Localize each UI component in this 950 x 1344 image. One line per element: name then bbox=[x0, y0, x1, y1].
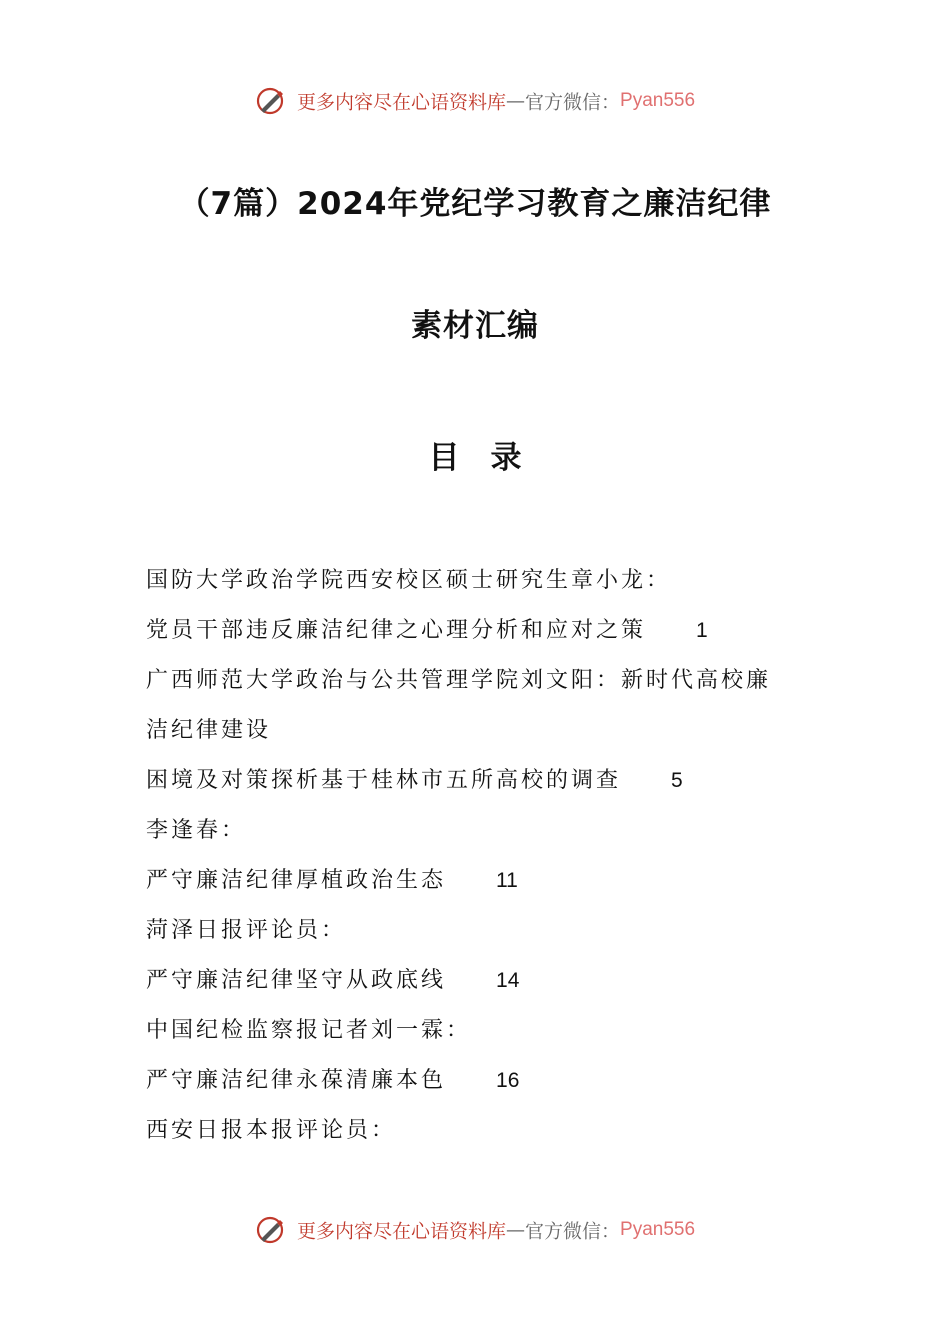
watermark-wechat-id: Pyan556 bbox=[620, 90, 696, 111]
watermark-label: 官方微信： bbox=[525, 91, 621, 114]
document-title-line2: 素材汇编 bbox=[411, 308, 539, 344]
pen-logo-icon bbox=[255, 86, 285, 116]
toc-page-number: 5 bbox=[671, 769, 683, 792]
watermark-red-text: 更多内容尽在心语资料库 bbox=[297, 1220, 507, 1243]
toc-entry-text: 严守廉洁纪律永葆清廉本色 bbox=[146, 1068, 447, 1093]
toc-page-number: 1 bbox=[696, 619, 708, 642]
watermark-dash: — bbox=[506, 90, 526, 112]
toc-line[interactable] bbox=[146, 664, 826, 714]
toc-page-number: 14 bbox=[496, 969, 520, 992]
toc-entry-text: 李逢春： bbox=[146, 818, 247, 843]
watermark-dash: — bbox=[506, 1219, 526, 1241]
toc-line[interactable] bbox=[146, 1064, 826, 1114]
toc-entry-text: 广西师范大学政治与公共管理学院刘文阳：新时代高校廉 bbox=[146, 668, 772, 693]
toc-line[interactable] bbox=[146, 1114, 826, 1164]
watermark-header bbox=[0, 86, 950, 116]
toc-line[interactable] bbox=[146, 714, 826, 764]
toc-line[interactable] bbox=[146, 1014, 826, 1064]
toc-page-number: 16 bbox=[496, 1069, 520, 1092]
toc-entry-text: 严守廉洁纪律坚守从政底线 bbox=[146, 968, 447, 993]
toc-entry-text: 困境及对策探析基于桂林市五所高校的调查 bbox=[146, 768, 622, 793]
toc-line[interactable] bbox=[146, 614, 826, 664]
toc-line[interactable] bbox=[146, 864, 826, 914]
table-of-contents bbox=[146, 564, 826, 1164]
toc-heading: 目 录 bbox=[428, 440, 522, 476]
watermark-wechat-id: Pyan556 bbox=[620, 1219, 696, 1240]
toc-entry-text: 西安日报本报评论员： bbox=[146, 1118, 397, 1143]
toc-page-number: 11 bbox=[496, 869, 518, 892]
watermark-label: 官方微信： bbox=[525, 1220, 621, 1243]
watermark-footer bbox=[0, 1215, 950, 1245]
toc-entry-text: 洁纪律建设 bbox=[146, 718, 272, 743]
toc-entry-text: 党员干部违反廉洁纪律之心理分析和应对之策 bbox=[146, 618, 647, 643]
toc-line[interactable] bbox=[146, 914, 826, 964]
toc-entry-text: 严守廉洁纪律厚植政治生态 bbox=[146, 868, 447, 893]
document-title-line1: （7篇）2024年党纪学习教育之廉洁纪律 bbox=[178, 186, 772, 222]
toc-line[interactable] bbox=[146, 764, 826, 814]
pen-logo-icon bbox=[255, 1215, 285, 1245]
toc-line[interactable] bbox=[146, 964, 826, 1014]
toc-entry-text: 菏泽日报评论员： bbox=[146, 918, 347, 943]
watermark-red-text: 更多内容尽在心语资料库 bbox=[297, 91, 507, 114]
toc-entry-text: 国防大学政治学院西安校区硕士研究生章小龙： bbox=[146, 568, 672, 593]
toc-entry-text: 中国纪检监察报记者刘一霖： bbox=[146, 1018, 472, 1043]
toc-line[interactable] bbox=[146, 814, 826, 864]
toc-line[interactable] bbox=[146, 564, 826, 614]
